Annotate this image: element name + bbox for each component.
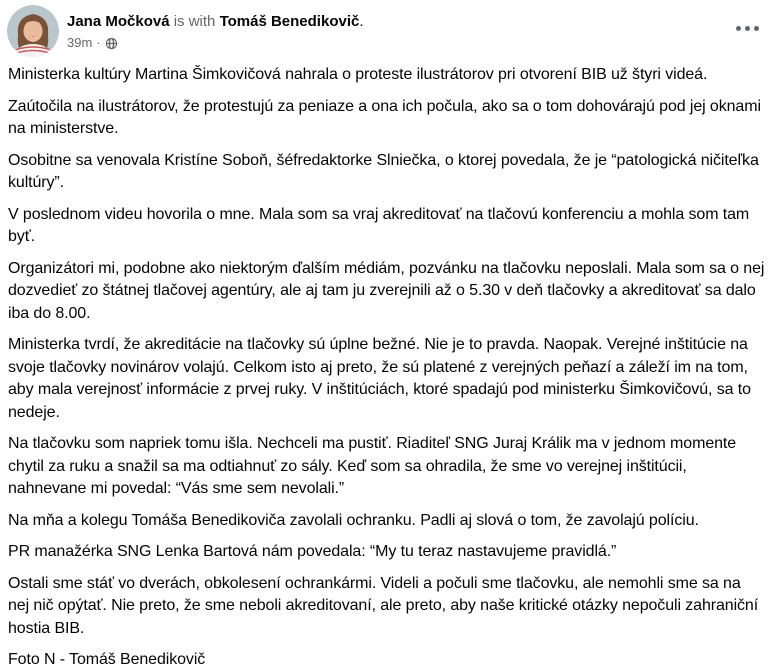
author-name[interactable]: Jana Močková	[67, 13, 170, 30]
post-paragraph: Ostali sme stáť vo dverách, obkolesení ochrankármi. Videli a počuli sme tlačovku, ale nemohli sme sa na nej nič opýtať. Nie preto, že sme neboli akreditovaní, ale preto, aby naše kritické otázky nepočuli zahraniční hostia BIB.	[8, 574, 759, 637]
post-menu-button[interactable]	[734, 20, 761, 37]
post-paragraph: Ministerka tvrdí, že akreditácie na tlačovky sú úplne bežné. Nie je to pravda. Naopak. Verejné inštitúcie na svoje tlačovky novinárov volajú. Celkom isto aj preto, že sú platené z verejných peňazí a záleží im na tom, aby mala verejnosť informácie z prvej ruky. V inštitúciách, ktoré spadajú pod ministerku Šimkovičovú, sa to nedeje.	[8, 336, 751, 421]
post-content	[0, 57, 775, 667]
byline-period: .	[359, 13, 364, 30]
globe-icon	[105, 37, 118, 50]
post-paragraph: Na tlačovku som napriek tomu išla. Nechceli ma pustiť. Riaditeľ SNG Juraj Králik ma v jednom momente chytil za ruku a snažil sa ma odtiahnuť zo sály. Keď som sa ohradila, že sme vo verejnej inštitúcii, nahnevane mi povedal: “Vás sme sem nevolali.”	[8, 435, 737, 497]
post-header	[0, 0, 775, 57]
post-paragraph: V poslednom videu hovorila o mne. Mala som sa vraj akreditovať na tlačovú konferenciu a mohla som tam byť.	[8, 205, 750, 245]
post-paragraph: Zaútočila na ilustrátorov, že protestujú za peniaze a ona ich počula, ako sa o tom dohovárajú pod jej oknami na ministerstve.	[8, 97, 761, 137]
post-paragraph: Organizátori mi, podobne ako niektorým ďalším médiám, pozvánku na tlačovku neposlali. Mala som sa o nej dozvedieť zo štátnej tlačovej agentúry, ale aj tam ju zverejnili až o 5.30 v deň tlačovky a akreditovať sa dalo iba do 8.00.	[8, 259, 765, 322]
tagged-name[interactable]: Tomáš Benedikovič	[219, 13, 360, 30]
timestamp[interactable]: 39m	[67, 35, 93, 50]
post-paragraph: Na mňa a kolegu Tomáša Benedikoviča zavolali ochranku. Padli aj slová o tom, že zavolajú políciu.	[8, 511, 699, 529]
post-paragraph: Foto N - Tomáš Benedikovič	[8, 651, 206, 667]
ellipsis-icon	[754, 26, 759, 31]
meta-separator: ·	[96, 35, 101, 50]
ellipsis-icon	[745, 26, 750, 31]
post-paragraph: PR manažérka SNG Lenka Bartová nám povedala: “My tu teraz nastavujeme pravidlá.”	[8, 543, 617, 560]
avatar-illustration	[7, 5, 59, 57]
post-meta	[67, 35, 364, 51]
avatar[interactable]	[7, 5, 59, 57]
post-byline	[67, 12, 364, 32]
header-info	[67, 5, 364, 51]
ellipsis-icon	[736, 26, 741, 31]
post-paragraph: Ministerka kultúry Martina Šimkovičová nahrala o proteste ilustrátorov pri otvorení BIB už štyri videá.	[8, 66, 708, 83]
byline-connector: is with	[169, 13, 220, 30]
post-paragraph: Osobitne sa venovala Kristíne Soboň, šéfredaktorke Slniečka, o ktorej povedala, že je “patologická ničiteľka kultúry”.	[8, 151, 759, 191]
